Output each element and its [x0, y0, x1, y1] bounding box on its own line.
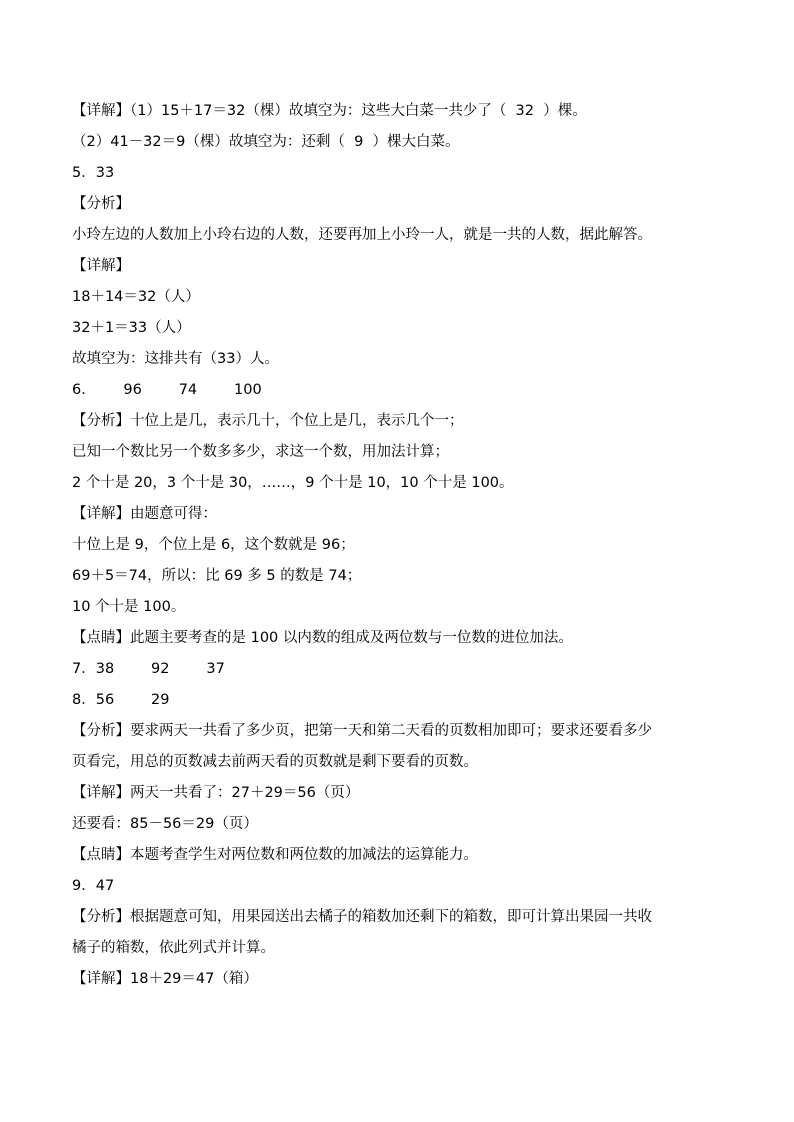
answer-5: 5．33: [72, 165, 115, 181]
text-line-1: 【详解】（1）15＋17＝32（棵）故填空为：这些大白菜一共少了（ 32 ）棵。: [72, 103, 587, 119]
document-page: [72, 96, 732, 995]
text-line-23: 【详解】两天一共看了：27＋29＝56（页）: [72, 785, 360, 801]
answer-6: 6． 96 74 100: [72, 382, 262, 398]
text-line-8: 32＋1＝33（人）: [72, 320, 191, 336]
text-line-2: （2）41－32＝9（棵）故填空为：还剩（ 9 ）棵大白菜。: [72, 134, 460, 150]
text-line-25: 【点睛】本题考查学生对两位数和两位数的加减法的运算能力。: [72, 847, 478, 863]
text-line-28: 橘子的箱数，依此列式并计算。: [72, 940, 275, 956]
text-line-16: 69＋5＝74，所以：比 69 多 5 的数是 74；: [72, 568, 362, 584]
text-line-13: 2 个十是 20，3 个十是 30，……，9 个十是 10，10 个十是 100。: [72, 475, 514, 491]
text-line-22: 页看完，用总的页数减去前两天看的页数就是剩下要看的页数。: [72, 754, 478, 770]
text-line-15: 十位上是 9，个位上是 6，这个数就是 96；: [72, 537, 355, 553]
text-line-21: 【分析】要求两天一共看了多少页，把第一天和第二天看的页数相加即可；要求还要看多少: [72, 723, 652, 739]
detail-heading: 【详解】: [72, 258, 130, 274]
text-line-17: 10 个十是 100。: [72, 599, 186, 615]
text-line-14: 【详解】由题意可得：: [72, 506, 217, 522]
answer-9: 9．47: [72, 878, 115, 894]
text-line-11: 【分析】十位上是几，表示几十，个位上是几，表示几个一；: [72, 413, 464, 429]
text-line-27: 【分析】根据题意可知，用果园送出去橘子的箱数加还剩下的箱数，即可计算出果园一共收: [72, 909, 652, 925]
answer-7: 7．38 92 37: [72, 661, 225, 677]
text-line-18: 【点睛】此题主要考查的是 100 以内数的组成及两位数与一位数的进位加法。: [72, 630, 573, 646]
text-line-29: 【详解】18＋29＝47（箱）: [72, 971, 258, 987]
answer-8: 8．56 29: [72, 692, 170, 708]
text-line-7: 18＋14＝32（人）: [72, 289, 200, 305]
text-line-9: 故填空为：这排共有（33）人。: [72, 351, 279, 367]
text-line-24: 还要看：85－56＝29（页）: [72, 816, 258, 832]
analysis-heading: 【分析】: [72, 196, 130, 212]
text-line-12: 已知一个数比另一个数多多少，求这一个数，用加法计算；: [72, 444, 449, 460]
text-line-5: 小玲左边的人数加上小玲右边的人数，还要再加上小玲一人，就是一共的人数，据此解答。: [72, 227, 652, 243]
